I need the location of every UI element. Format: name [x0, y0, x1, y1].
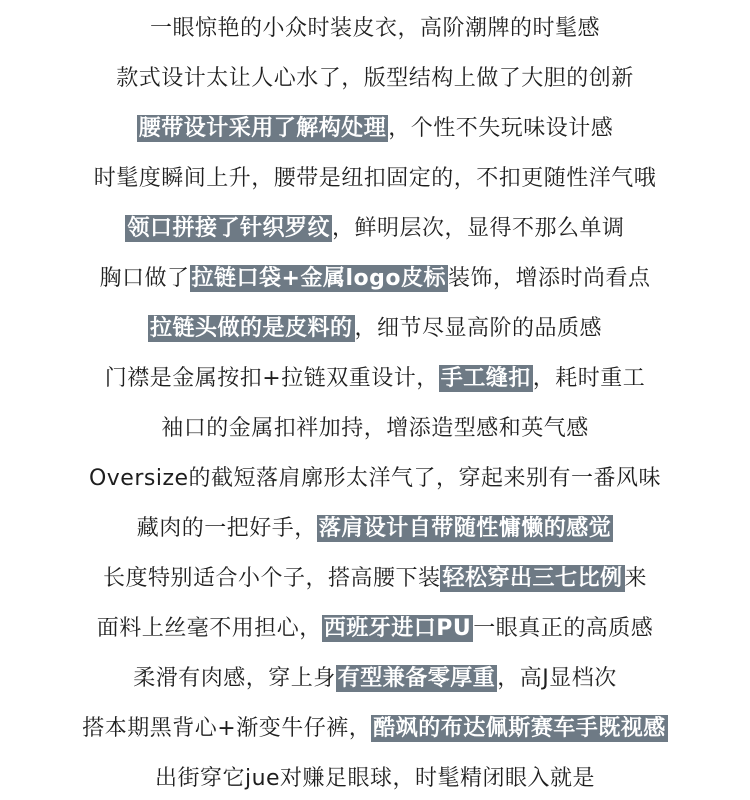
- text-segment: 出街穿它jue对赚足眼球，时髦精闭眼入就是: [154, 766, 596, 791]
- highlighted-phrase: 落肩设计自带随性慵懒的感觉: [318, 516, 612, 541]
- text-segment: 时髦度瞬间上升，腰带是纽扣固定的，不扣更随性洋气哦: [93, 166, 657, 191]
- text-segment: 一眼惊艳的小众时装皮衣，高阶潮牌的时髦感: [149, 16, 600, 41]
- text-line: [0, 564, 750, 594]
- text-line: [0, 364, 750, 394]
- text-line: [0, 514, 750, 544]
- text-line: [0, 714, 750, 744]
- text-line: [0, 214, 750, 244]
- text-segment: 款式设计太让人心水了，版型结构上做了大胆的创新: [116, 66, 634, 91]
- text-segment: ，个性不失玩味设计感: [388, 116, 614, 141]
- text-segment: 藏肉的一把好手，: [136, 516, 317, 541]
- highlighted-phrase: 手工缝扣: [440, 366, 531, 391]
- text-segment: 门襟是金属按扣+拉链双重设计，: [104, 366, 439, 391]
- text-segment: ，高J显档次: [497, 666, 617, 691]
- highlighted-phrase: 领口拼接了针织罗纹: [127, 216, 330, 241]
- text-line: [0, 664, 750, 694]
- text-line: [0, 414, 750, 444]
- text-segment: 胸口做了: [99, 266, 190, 291]
- highlighted-phrase: 拉链头做的是皮料的: [149, 316, 353, 341]
- text-segment: 长度特别适合小个子，搭高腰下装: [102, 566, 441, 591]
- text-line: [0, 614, 750, 644]
- text-segment: 柔滑有肉感，穿上身: [133, 666, 336, 691]
- highlighted-phrase: 有型兼备零厚重: [337, 666, 496, 691]
- text-segment: Oversize的截短落肩廓形太洋气了，穿起来别有一番风味: [88, 466, 662, 491]
- text-segment: 袖口的金属扣袢加持，增添造型感和英气感: [161, 416, 589, 441]
- text-line: [0, 164, 750, 194]
- text-line: [0, 764, 750, 794]
- text-line: [0, 464, 750, 494]
- text-segment: ，耗时重工: [532, 366, 646, 391]
- text-segment: ，细节尽显高阶的品质感: [354, 316, 603, 341]
- text-segment: ，鲜明层次，显得不那么单调: [332, 216, 625, 241]
- text-line: [0, 314, 750, 344]
- text-segment: 一眼真正的高质感: [473, 616, 654, 641]
- text-segment: 搭本期黑背心+渐变牛仔裤，: [82, 716, 372, 741]
- highlighted-phrase: 轻松穿出三七比例: [442, 566, 623, 591]
- text-segment: 来: [624, 566, 648, 591]
- highlighted-phrase: 拉链口袋+金属logo皮标: [191, 266, 446, 291]
- highlighted-phrase: 西班牙进口PU: [323, 616, 472, 641]
- text-line: [0, 14, 750, 44]
- highlighted-phrase: 腰带设计采用了解构处理: [138, 116, 387, 141]
- text-line: [0, 264, 750, 294]
- text-segment: 面料上丝毫不用担心，: [96, 616, 322, 641]
- text-line: [0, 114, 750, 144]
- text-line: [0, 64, 750, 94]
- text-segment: 装饰，增添时尚看点: [447, 266, 651, 291]
- highlighted-phrase: 酷飒的布达佩斯赛车手既视感: [373, 716, 666, 741]
